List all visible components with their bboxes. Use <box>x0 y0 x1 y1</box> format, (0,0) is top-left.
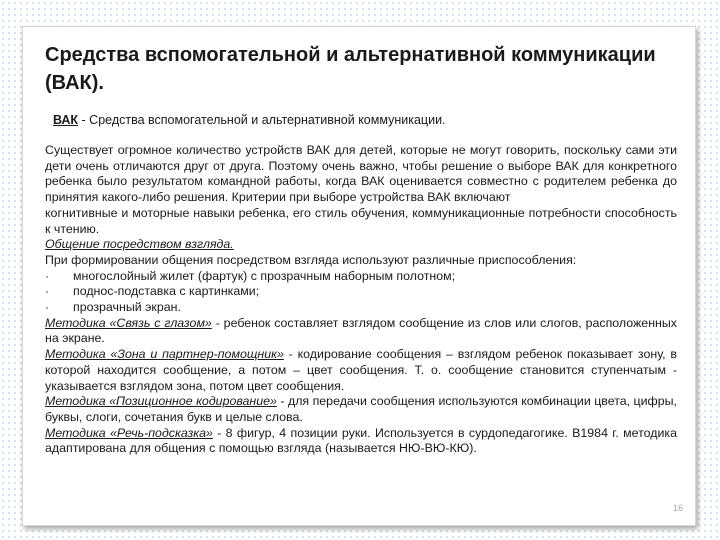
slide-title: Средства вспомогательной и альтернативной коммуникации (ВАК). <box>45 44 656 94</box>
list-item <box>45 269 677 285</box>
method-eye-contact-name: Методика «Связь с глазом» <box>45 315 212 330</box>
slide <box>22 26 696 526</box>
bullet-text: прозрачный экран. <box>73 300 181 315</box>
intro-paragraph: Существует огромное количество устройств ВАК для детей, которые не могут говорить, поскольку сами эти дети очень отличаются друг от друга. Поэтому очень важно, чтобы решение о выборе ВАК для конкретного ребенка было результатом командной работы, когда ВАК оценивается совместно с родителем ребенка до принятия какого-либо решения. Критерии при выборе устройства ВАК включают <box>45 143 677 205</box>
list-item <box>45 300 677 316</box>
method-speech-hint-name: Методика «Речь-подсказка» <box>45 425 213 440</box>
gaze-intro: При формировании общения посредством взгляда используют различные приспособления: <box>45 252 577 267</box>
method-speech-hint <box>45 426 677 457</box>
method-positional-coding <box>45 394 677 425</box>
method-zone-partner-text: - кодирование сообщения – взглядом ребенок показывает зону, в которой находится сообщение, а потом – цвет сообщения. Т. о. сообщение становится ступенчатым - указывается взглядом зона, потом цвет сообщения. <box>45 347 677 393</box>
bullet-text: многослойный жилет (фартук) с прозрачным наборным полотном; <box>73 268 456 283</box>
list-item <box>45 284 677 300</box>
method-positional-coding-name: Методика «Позиционное кодирование» <box>45 394 277 409</box>
criteria-line: когнитивные и моторные навыки ребенка, его стиль обучения, коммуникационные потребности способность к чтению. <box>45 205 677 236</box>
method-speech-hint-text: - 8 фигур, 4 позиции руки. Используется в сурдопедагогике. В1984 г. методика адаптирована для общения с помощью взгляда (называется НЮ-ВЮ-КЮ). <box>45 425 677 456</box>
bullet-marker: · <box>45 300 50 315</box>
subtitle-abbreviation: ВАК <box>53 113 79 127</box>
method-positional-coding-text: - для передачи сообщения используются комбинации цвета, цифры, буквы, слоги, сочетания букв и целые слова. <box>45 394 677 424</box>
method-zone-partner <box>45 347 677 394</box>
subtitle <box>53 113 683 127</box>
bullet-text: поднос-подставка с картинками; <box>73 284 260 299</box>
gaze-heading: Общение посредством взгляда. <box>45 237 234 252</box>
method-eye-contact <box>45 316 677 347</box>
slide-body <box>45 143 677 457</box>
page-number: 16 <box>672 503 683 513</box>
method-eye-contact-text: - ребенок составляет взглядом сообщение из слов или слогов, расположенных на экране. <box>45 315 677 346</box>
method-zone-partner-name: Методика «Зона и партнер-помощник» <box>45 347 284 362</box>
subtitle-definition: - Средства вспомогательной и альтернативной коммуникации. <box>78 113 446 127</box>
bullet-marker: · <box>45 268 50 283</box>
bullet-marker: · <box>45 284 50 299</box>
